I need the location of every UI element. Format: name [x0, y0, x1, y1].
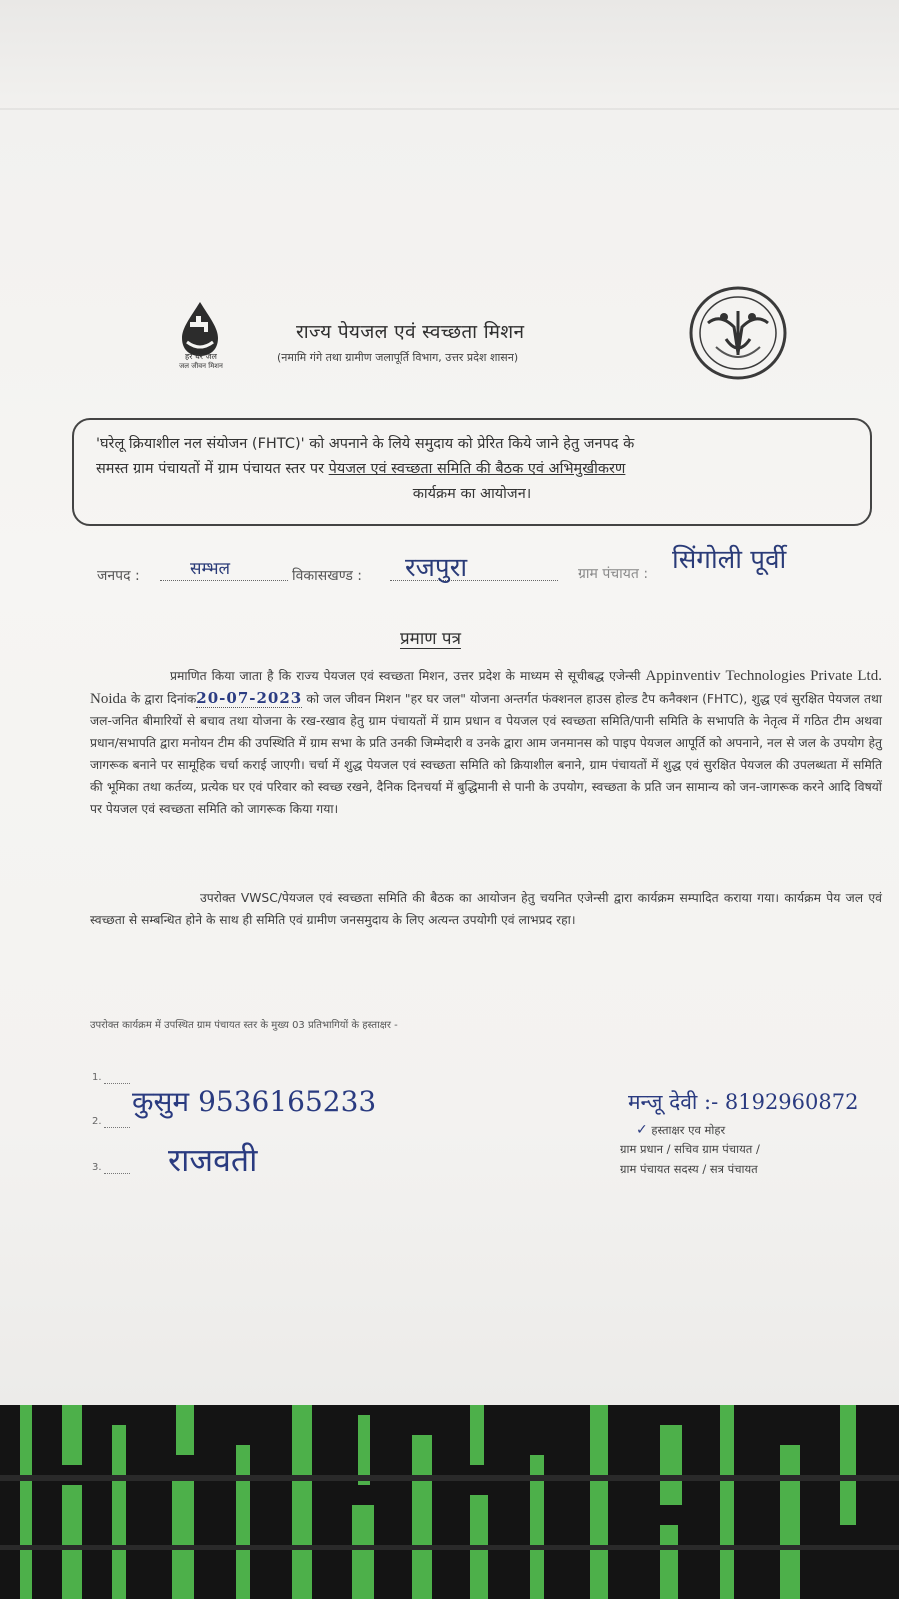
- cloth-pattern: [0, 1405, 899, 1599]
- vikaskhand-label: विकासखण्ड :: [292, 568, 363, 584]
- signatory-stamp-label: हस्ताक्षर एव मोहर: [651, 1123, 726, 1137]
- company-name-a: Appinventiv: [645, 668, 721, 684]
- participant-3-signature: राजवती: [168, 1141, 258, 1179]
- banner-line1: 'घरेलू क्रियाशील नल संयोजन (FHTC)' को अपनाने के लिये समुदाय को प्रेरित किये जाने हेतु जनपद के: [96, 436, 635, 452]
- participant-1-dots: [104, 1083, 130, 1084]
- tick-icon: ✓: [636, 1122, 648, 1138]
- mission-title: राज्य पेयजल एवं स्वच्छता मिशन: [296, 321, 525, 343]
- para1-part-b: के द्वारा दिनांक: [126, 692, 197, 706]
- logo-caption-1: हर घर जल: [185, 352, 217, 361]
- background-cloth: [0, 1405, 899, 1599]
- certificate-title: प्रमाण पत्र: [400, 629, 461, 649]
- signatory-handwritten: मन्जू देवी :- 8192960872: [628, 1090, 859, 1114]
- signatory-line3: ग्राम पंचायत सदस्य / सत्र पंचायत: [620, 1162, 758, 1176]
- participant-2-number: 2.: [92, 1116, 102, 1127]
- para1-part-c: को जल जीवन मिशन "हर घर जल" योजना अन्तर्गत फंक्शनल हाउस होल्ड टैप कनैक्शन (FHTC), शुद्ध एवं सुरक्षित पेयजल तथा जल-जनित बीमारियों से बचाव तथा योजना के रख-रखाव हेतु ग्राम पंचायतों में ग्राम प्रधान व पेयजल एवं स्वच्छता समिति/पानी समिति के सभापति के नेतृत्व में गठित टीम अथवा प्रधान/सभापति द्वारा मनोयन टीम की उपस्थिति में ग्राम सभा के प्रति उनकी जिम्मेदारी व उनके द्वारा आम जनमानस को पाइप पेयजल आपूर्ति को अपनाने, नल से जल के उपयोग हेतु जागरूक बनाने पर सामूहिक चर्चा कराई जाएगी। चर्चा में शुद्ध पेयजल एवं स्वच्छता समिति को क्रियाशील बनाने, ग्राम पंचायतों में शुद्ध एवं सुरक्षित पेयजल की उपलब्धता में समिति की भूमिका तथा कर्तव्य, प्रत्येक घर एवं परिवार को स्वच्छ रखने, दैनिक दिनचर्या में बुद्धिमानी से पानी के उपयोग, स्वच्छता के प्रति जन सामान्य को जन-जागरूक करने आदि विषयों पर पेयजल एवं स्वच्छता समिति को जागरूक किया गया।: [90, 692, 882, 816]
- gram-panchayat-label: ग्राम पंचायत :: [578, 566, 649, 582]
- participant-1-number: 1.: [92, 1072, 102, 1083]
- participant-1-signature: कुसुम 9536165233: [132, 1085, 377, 1118]
- janpad-value: सम्भल: [190, 559, 231, 579]
- signatory-line1: [636, 1122, 725, 1138]
- banner-line2-underlined: पेयजल एवं स्वच्छता समिति की बैठक एवं अभिमुखीकरण: [328, 461, 626, 477]
- janpad-dots: [160, 580, 288, 581]
- janpad-label: जनपद :: [97, 568, 140, 584]
- certificate-paragraph-1: [90, 665, 882, 820]
- certificate-paragraph-2: [90, 887, 882, 931]
- program-date: 20-07-2023: [196, 689, 303, 707]
- signatory-line2: ग्राम प्रधान / सचिव ग्राम पंचायत /: [620, 1142, 760, 1156]
- emblem-icon: [686, 283, 790, 383]
- drop-tap-icon: [160, 298, 240, 360]
- program-banner: [72, 418, 872, 526]
- company-name-b: Technologies Private Ltd. Noida: [90, 668, 882, 707]
- para2-text: उपरोक्त VWSC/पेयजल एवं स्वच्छता समिति की बैठक का आयोजन हेतु चयनित एजेन्सी द्वारा कार्यक्रम सम्पादित कराया गया। कार्यक्रम पेय जल एवं स्वच्छता से सम्बन्धित होने के साथ ही समिति एवं ग्रामीण जनसमुदाय के लिए अत्यन्त उपयोगी एवं लाभप्रद रहा।: [90, 891, 882, 927]
- vikaskhand-value: रजपुरा: [405, 553, 468, 583]
- participant-3-number: 3.: [92, 1162, 102, 1173]
- gram-panchayat-value: सिंगोली पूर्वी: [672, 545, 787, 575]
- mission-subtitle: (नमामि गंगे तथा ग्रामीण जलापूर्ति विभाग, उत्तर प्रदेश शासन): [277, 351, 519, 364]
- participant-3-dots: [104, 1173, 130, 1174]
- banner-line3: कार्यक्रम का आयोजन।: [412, 486, 532, 502]
- participants-note: उपरोक्त कार्यक्रम में उपस्थित ग्राम पंचायत स्तर के मुख्य 03 प्रतिभागियों के हस्ताक्षर -: [90, 1020, 398, 1031]
- uttar-pradesh-emblem: [686, 283, 790, 383]
- paper-fold: [0, 108, 899, 110]
- para1-part-a: प्रमाणित किया जाता है कि राज्य पेयजल एवं स्वच्छता मिशन, उत्तर प्रदेश के माध्यम से सूचीबद्ध एजेन्सी: [170, 669, 646, 683]
- banner-line2: समस्त ग्राम पंचायतों में ग्राम पंचायत स्तर पर: [96, 461, 329, 477]
- logo-caption-2: जल जीवन मिशन: [179, 362, 223, 370]
- participant-2-dots: [104, 1127, 130, 1128]
